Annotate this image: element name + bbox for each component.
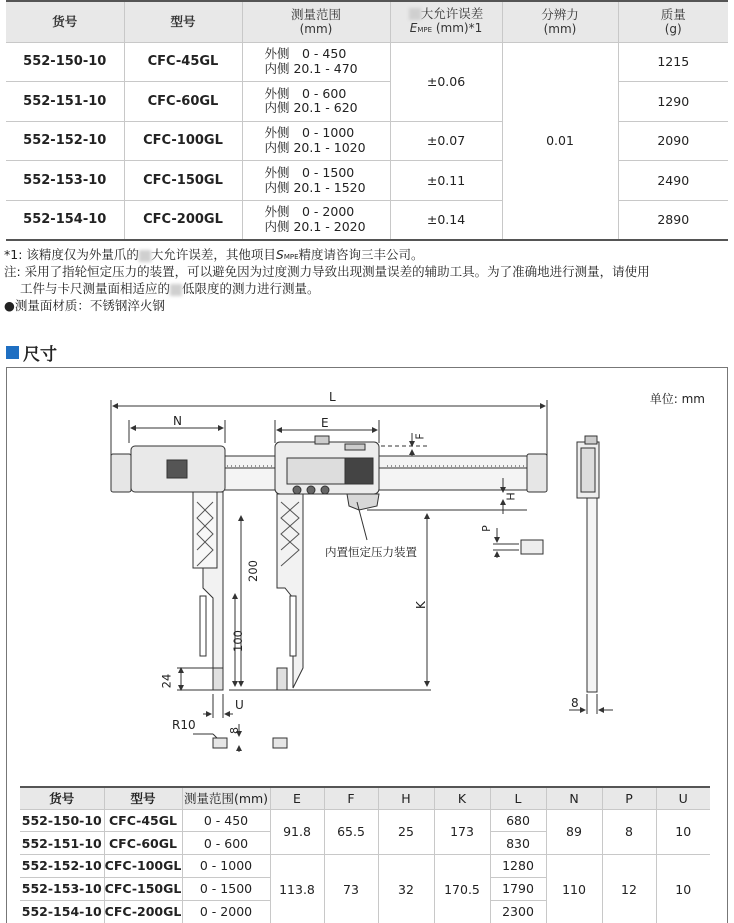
note-constant-force-cont: 工件与卡尺测量面相适应的 低限度的测力进行测量。 bbox=[20, 281, 320, 296]
header-code: 货号 bbox=[6, 1, 124, 42]
note-constant-force: 注: 采用了指轮恒定压力的装置，可以避免因为过度测力导致出现测量误差的辅助工具。为了准确地进行测量，请使用 bbox=[4, 264, 650, 279]
dims-header: K bbox=[434, 787, 490, 809]
dims-header: L bbox=[490, 787, 546, 809]
cell-range: 外侧 0 - 450 内侧 20.1 - 470 bbox=[242, 42, 390, 82]
label-E: E bbox=[321, 416, 329, 430]
cell-L: 1280 bbox=[490, 855, 546, 878]
spec-table bbox=[6, 0, 728, 241]
cell-N: 89 bbox=[546, 809, 602, 855]
header-range: 测量范围 (mm) bbox=[242, 1, 390, 42]
label-R10: R10 bbox=[172, 718, 196, 732]
label-100: 100 bbox=[230, 630, 245, 652]
cell-L: 830 bbox=[490, 832, 546, 855]
label-24: 24 bbox=[159, 673, 174, 689]
table-row bbox=[6, 42, 728, 82]
cell-range: 0 - 600 bbox=[182, 832, 270, 855]
label-8-side: 8 bbox=[571, 696, 579, 710]
table-row bbox=[6, 161, 728, 201]
cell-model: CFC-100GL bbox=[104, 855, 182, 878]
cell-E: 113.8 bbox=[270, 855, 324, 923]
dims-header: 货号 bbox=[20, 787, 104, 809]
table-row bbox=[6, 82, 728, 122]
dims-header: U bbox=[656, 787, 710, 809]
cell-mpe: ±0.07 bbox=[390, 121, 502, 161]
cell-code: 552-151-10 bbox=[20, 832, 104, 855]
caliper-drawing-svg bbox=[7, 368, 727, 788]
cell-model: CFC-60GL bbox=[124, 82, 242, 122]
cell-U: 10 bbox=[656, 809, 710, 855]
cell-mass: 2490 bbox=[618, 161, 728, 201]
dims-header: P bbox=[602, 787, 656, 809]
cell-mass: 2090 bbox=[618, 121, 728, 161]
cell-U: 10 bbox=[656, 855, 710, 923]
header-mass: 质量 (g) bbox=[618, 1, 728, 42]
label-200: 200 bbox=[245, 560, 260, 582]
cell-model: CFC-200GL bbox=[124, 200, 242, 240]
cell-range: 0 - 1500 bbox=[182, 877, 270, 900]
cell-code: 552-150-10 bbox=[20, 809, 104, 832]
cell-model: CFC-150GL bbox=[124, 161, 242, 201]
cell-F: 65.5 bbox=[324, 809, 378, 855]
cell-model: CFC-45GL bbox=[104, 809, 182, 832]
cell-code: 552-153-10 bbox=[20, 877, 104, 900]
cell-H: 25 bbox=[378, 809, 434, 855]
cell-code: 552-151-10 bbox=[6, 82, 124, 122]
cell-H: 32 bbox=[378, 855, 434, 923]
cell-mpe: ±0.11 bbox=[390, 161, 502, 201]
cell-range: 外侧 0 - 1000 内侧 20.1 - 1020 bbox=[242, 121, 390, 161]
dims-header: 测量范围(mm) bbox=[182, 787, 270, 809]
cell-mass: 1290 bbox=[618, 82, 728, 122]
cell-F: 73 bbox=[324, 855, 378, 923]
table-row bbox=[6, 200, 728, 240]
cell-range: 0 - 1000 bbox=[182, 855, 270, 878]
table-row bbox=[20, 855, 710, 878]
dims-header-row bbox=[20, 787, 710, 809]
label-K: K bbox=[413, 601, 428, 609]
section-marker-icon bbox=[6, 346, 19, 359]
blur-mark bbox=[139, 250, 151, 262]
note-accuracy: *1: 该精度仅为外量爪的 大允许误差，其他项目SMPE精度请咨询三丰公司。 bbox=[4, 247, 424, 262]
dims-header: F bbox=[324, 787, 378, 809]
label-F: F bbox=[413, 433, 427, 440]
cell-range: 外侧 0 - 600 内侧 20.1 - 620 bbox=[242, 82, 390, 122]
dims-header: E bbox=[270, 787, 324, 809]
cell-range: 0 - 2000 bbox=[182, 900, 270, 923]
spec-header-row bbox=[6, 1, 728, 42]
cell-model: CFC-60GL bbox=[104, 832, 182, 855]
cell-E: 91.8 bbox=[270, 809, 324, 855]
section-title: 尺寸 bbox=[23, 345, 57, 365]
cell-P: 8 bbox=[602, 809, 656, 855]
cell-mpe: ±0.06 bbox=[390, 42, 502, 121]
header-mpe: 大允许误差 EMPE (mm)*1 bbox=[390, 1, 502, 42]
header-model: 型号 bbox=[124, 1, 242, 42]
cell-code: 552-152-10 bbox=[6, 121, 124, 161]
blur-mark bbox=[170, 284, 182, 296]
cell-N: 110 bbox=[546, 855, 602, 923]
cell-code: 552-153-10 bbox=[6, 161, 124, 201]
label-L: L bbox=[329, 390, 336, 404]
cell-code: 552-150-10 bbox=[6, 42, 124, 82]
cell-range: 外侧 0 - 2000 内侧 20.1 - 2020 bbox=[242, 200, 390, 240]
note-material: ●测量面材质：不锈钢淬火钢 bbox=[4, 298, 165, 313]
cell-model: CFC-100GL bbox=[124, 121, 242, 161]
cell-L: 680 bbox=[490, 809, 546, 832]
section-heading bbox=[6, 340, 57, 365]
cell-model: CFC-200GL bbox=[104, 900, 182, 923]
label-8-detail: 8 bbox=[228, 727, 241, 734]
cell-range: 0 - 450 bbox=[182, 809, 270, 832]
cell-mass: 1215 bbox=[618, 42, 728, 82]
label-N: N bbox=[173, 414, 182, 428]
table-row bbox=[6, 121, 728, 161]
cell-K: 170.5 bbox=[434, 855, 490, 923]
label-U: U bbox=[235, 698, 244, 712]
cell-model: CFC-150GL bbox=[104, 877, 182, 900]
cell-range: 外侧 0 - 1500 内侧 20.1 - 1520 bbox=[242, 161, 390, 201]
cell-code: 552-152-10 bbox=[20, 855, 104, 878]
cell-mpe: ±0.14 bbox=[390, 200, 502, 240]
cell-K: 173 bbox=[434, 809, 490, 855]
cell-P: 12 bbox=[602, 855, 656, 923]
cell-L: 1790 bbox=[490, 877, 546, 900]
table-row bbox=[20, 809, 710, 832]
cell-code: 552-154-10 bbox=[20, 900, 104, 923]
cell-resolution: 0.01 bbox=[502, 42, 618, 240]
label-H: H bbox=[504, 492, 518, 501]
cell-mass: 2890 bbox=[618, 200, 728, 240]
label-device: 内置恒定压力装置 bbox=[325, 545, 417, 559]
dims-header: 型号 bbox=[104, 787, 182, 809]
dims-table bbox=[20, 786, 710, 923]
cell-L: 2300 bbox=[490, 900, 546, 923]
label-P: P bbox=[479, 525, 493, 532]
cell-code: 552-154-10 bbox=[6, 200, 124, 240]
dims-header: H bbox=[378, 787, 434, 809]
blur-mark bbox=[409, 8, 421, 20]
unit-label: 单位: mm bbox=[649, 392, 705, 406]
header-resolution: 分辨力 (mm) bbox=[502, 1, 618, 42]
cell-model: CFC-45GL bbox=[124, 42, 242, 82]
dims-header: N bbox=[546, 787, 602, 809]
